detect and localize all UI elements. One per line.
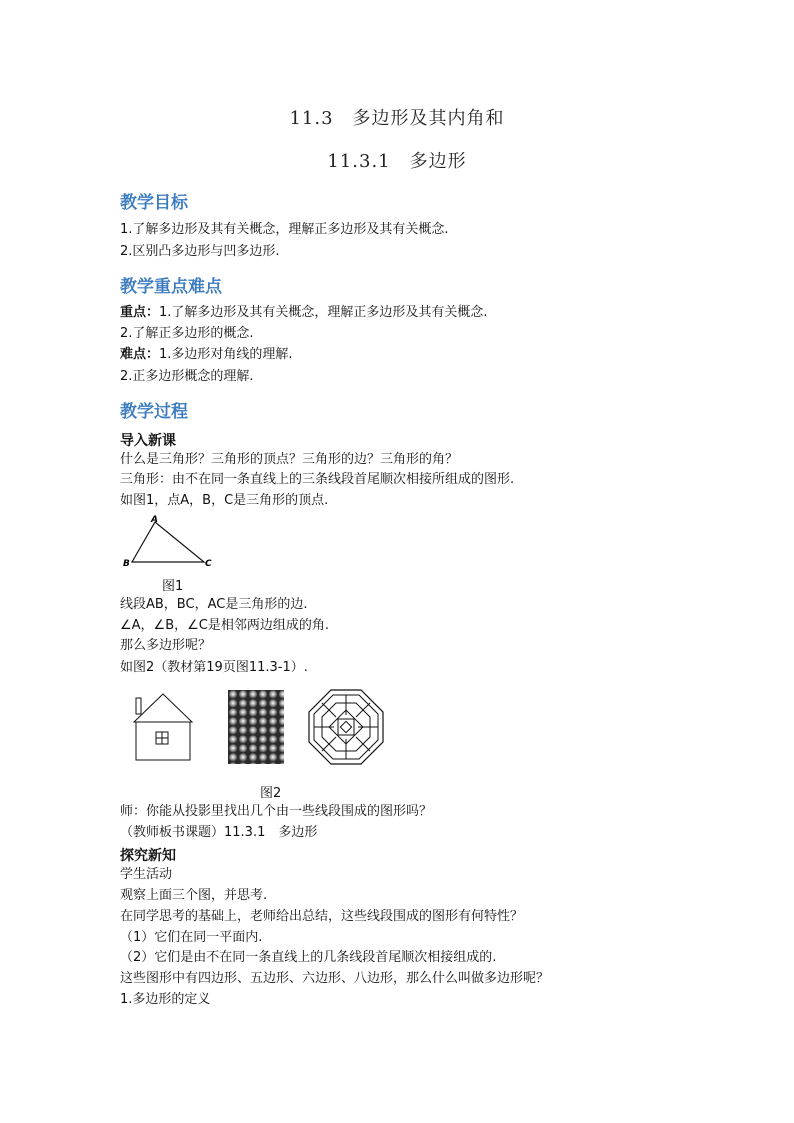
summary-question: 在同学思考的基础上，老师给出总结，这些线段围成的图形有何特性？	[120, 909, 524, 924]
keypoint-line-2: 2.了解正多边形的概念.	[120, 326, 254, 341]
keypoint-line	[120, 305, 488, 321]
explore-heading: 探究新知	[120, 848, 176, 864]
section-heading-process: 教学过程	[120, 402, 188, 422]
vertex-b-label: B	[123, 559, 130, 569]
section-heading-keypoints: 教学重点难点	[120, 277, 222, 297]
page-title: 11.3 多边形及其内角和	[289, 108, 505, 129]
triangle-angles: ∠A，∠B，∠C是相邻两边组成的角.	[120, 618, 329, 633]
key-text: 1.了解多边形及其有关概念，理解正多边形及其有关概念.	[159, 305, 488, 320]
polygon-question: 那么多边形呢？	[120, 638, 212, 653]
difficulty-line	[120, 347, 293, 363]
honeycomb-figure	[228, 690, 284, 764]
definition-question: 这些图形中有四边形、五边形、六边形、八边形，那么什么叫做多边形呢？	[120, 971, 550, 986]
definition-title: 1.多边形的定义	[120, 992, 211, 1007]
triangle-definition: 三角形：由不在同一条直线上的三条线段首尾顺次相接所组成的图形.	[120, 472, 515, 487]
triangle-sides: 线段AB，BC，AC是三角形的边.	[120, 597, 308, 612]
octagon-tiling-figure	[307, 688, 385, 766]
house-figure	[130, 690, 196, 764]
page-subtitle: 11.3.1 多边形	[327, 151, 467, 172]
triangle-figure	[118, 512, 218, 572]
difficulty-label: 难点：	[120, 347, 160, 362]
difficulty-line-2: 2.正多边形概念的理解.	[120, 369, 254, 384]
intro-heading: 导入新课	[120, 433, 176, 449]
goal-item: 2.区别凸多边形与凹多边形.	[120, 244, 280, 259]
observe-instruction: 观察上面三个图，并思考.	[120, 888, 268, 903]
section-heading-goals: 教学目标	[120, 193, 188, 213]
figure2-reference: 如图2（教材第19页图11.3-1）.	[120, 660, 308, 675]
difficulty-text: 1.多边形对角线的理解.	[159, 347, 293, 362]
figure1-caption: 图1	[162, 579, 184, 594]
property-1: （1）它们在同一平面内.	[120, 930, 263, 945]
student-activity: 学生活动	[120, 867, 173, 882]
vertex-c-label: C	[205, 559, 212, 569]
intro-question: 什么是三角形？三角形的顶点？三角形的边？三角形的角？	[120, 452, 459, 467]
figure2-caption: 图2	[260, 786, 282, 801]
figure1-reference: 如图1，点A，B，C是三角形的顶点.	[120, 493, 329, 508]
key-label: 重点：	[120, 305, 160, 320]
property-2: （2）它们是由不在同一条直线上的几条线段首尾顺次相接组成的.	[120, 950, 497, 965]
teacher-question: 师：你能从投影里找出几个由一些线段围成的图形吗？	[120, 804, 433, 819]
vertex-a-label: A	[151, 515, 158, 525]
goal-item: 1.了解多边形及其有关概念，理解正多边形及其有关概念.	[120, 222, 449, 237]
board-note: （教师板书课题）11.3.1 多边形	[120, 825, 318, 840]
